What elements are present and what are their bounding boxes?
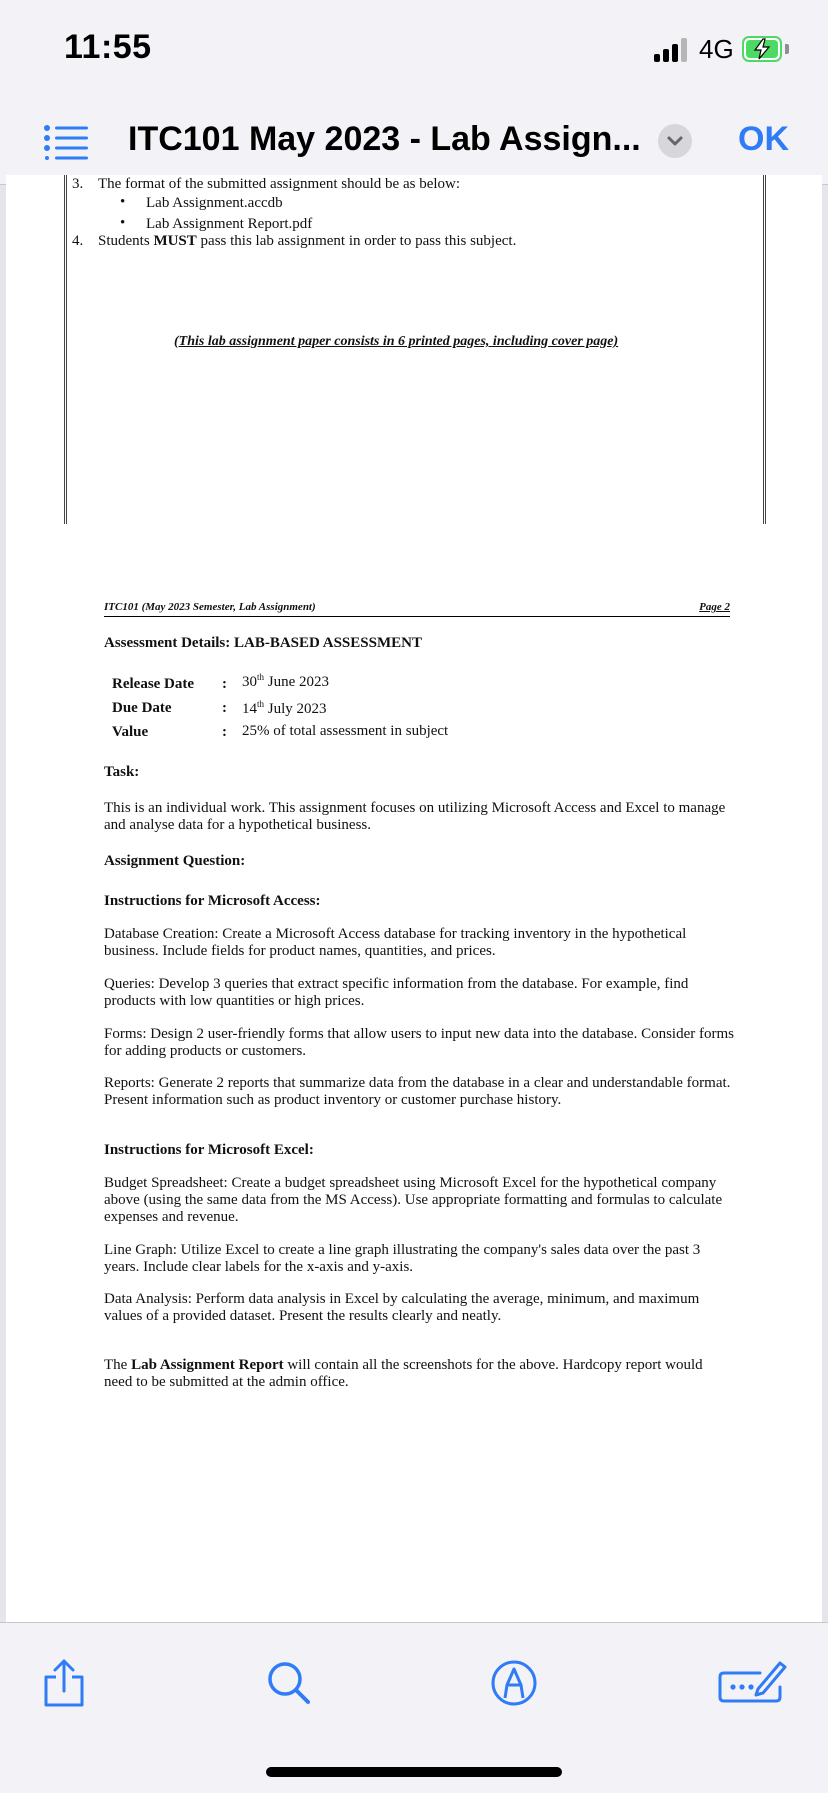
battery-charging-icon — [742, 36, 782, 62]
value-text: 25% of total assessment in subject — [242, 723, 449, 739]
detail-colon: : — [222, 676, 227, 692]
edit-button[interactable] — [716, 1655, 788, 1711]
search-icon — [260, 1655, 316, 1711]
page-number: Page 2 — [699, 601, 730, 613]
due-date-value: 14th July 2023 — [242, 699, 327, 717]
detail-colon: : — [222, 700, 227, 716]
page-count-note: (This lab assignment paper consists in 6 printed pages, including cover page) — [174, 334, 619, 349]
share-button[interactable] — [36, 1655, 92, 1711]
cellular-signal-icon — [654, 38, 690, 62]
document-viewer[interactable] — [0, 176, 828, 1622]
header-rule — [104, 616, 730, 617]
list-icon[interactable] — [44, 124, 88, 160]
access-instructions-heading: Instructions for Microsoft Access: — [104, 893, 321, 909]
search-button[interactable] — [260, 1655, 316, 1711]
bullet-item: Lab Assignment Report.pdf — [146, 216, 313, 232]
list-item-text: The format of the submitted assignment should be as below: — [98, 176, 461, 192]
home-indicator[interactable] — [266, 1767, 562, 1777]
battery-cap — [785, 44, 789, 54]
detail-colon: : — [222, 724, 227, 740]
access-paragraph: Queries: Develop 3 queries that extract specific information from the database. For example, find products with low quantities or high prices. — [104, 976, 689, 1009]
ok-button[interactable]: OK — [738, 120, 789, 158]
chevron-down-icon — [658, 124, 692, 158]
access-paragraph: Database Creation: Create a Microsoft Access database for tracking inventory in the hypothetical business. Include fields for product names, quantities, and prices. — [104, 926, 687, 959]
bullet: • — [120, 194, 126, 210]
navigation-bar — [0, 100, 828, 185]
status-bar — [0, 0, 828, 100]
excel-paragraph: Line Graph: Utilize Excel to create a line graph illustrating the company's sales data over the past 3 years. Include clear labels for the x-axis and y-axis. — [104, 1242, 701, 1275]
document-title[interactable]: ITC101 May 2023 - Lab Assign... — [128, 120, 641, 158]
status-time: 11:55 — [64, 28, 152, 66]
excel-paragraph: Data Analysis: Perform data analysis in Excel by calculating the average, minimum, and maximum values of a provided dataset. Present the results clearly and neatly. — [104, 1291, 700, 1324]
excel-instructions-heading: Instructions for Microsoft Excel: — [104, 1142, 314, 1158]
running-header: ITC101 (May 2023 Semester, Lab Assignment) — [104, 601, 316, 613]
markup-icon — [486, 1655, 542, 1711]
bullet: • — [120, 215, 126, 231]
share-icon — [36, 1655, 92, 1711]
list-item-text: Students MUST pass this lab assignment in order to pass this subject. — [98, 233, 517, 249]
title-menu-button[interactable] — [658, 124, 692, 158]
access-paragraph: Reports: Generate 2 reports that summarize data from the database in a clear and understandable format. Present information such as product inventory or customer purchase history. — [104, 1075, 731, 1108]
pdf-page-2 — [6, 524, 822, 1644]
edit-icon — [716, 1655, 788, 1711]
report-note: The Lab Assignment Report will contain all the screenshots for the above. Hardcopy report would need to be submitted at the admin office. — [104, 1357, 703, 1390]
markup-button[interactable] — [486, 1655, 542, 1711]
bullet-item: Lab Assignment.accdb — [146, 195, 283, 211]
assessment-details-heading: Assessment Details: LAB-BASED ASSESSMENT — [104, 635, 422, 651]
access-paragraph: Forms: Design 2 user-friendly forms that allow users to input new data into the database. Consider forms for adding products or customers. — [104, 1026, 734, 1059]
bottom-toolbar — [0, 1622, 828, 1793]
network-type: 4G — [699, 34, 734, 64]
release-date-value: 30th June 2023 — [242, 672, 330, 690]
excel-paragraph: Budget Spreadsheet: Create a budget spreadsheet using Microsoft Excel for the hypothetical company above (using the same data from the MS Access). Use appropriate formatting and formulas to calculate expenses and revenue. — [104, 1175, 723, 1225]
task-text: This is an individual work. This assignment focuses on utilizing Microsoft Access and Excel to manage and analyse data for a hypothetical business. — [104, 800, 726, 833]
assignment-question-heading: Assignment Question: — [104, 853, 246, 869]
detail-label: Release Date — [112, 676, 195, 692]
list-number: 3. — [72, 176, 84, 192]
detail-label: Value — [112, 724, 149, 740]
detail-label: Due Date — [112, 700, 172, 716]
task-heading: Task: — [104, 764, 140, 780]
list-number: 4. — [72, 233, 84, 249]
